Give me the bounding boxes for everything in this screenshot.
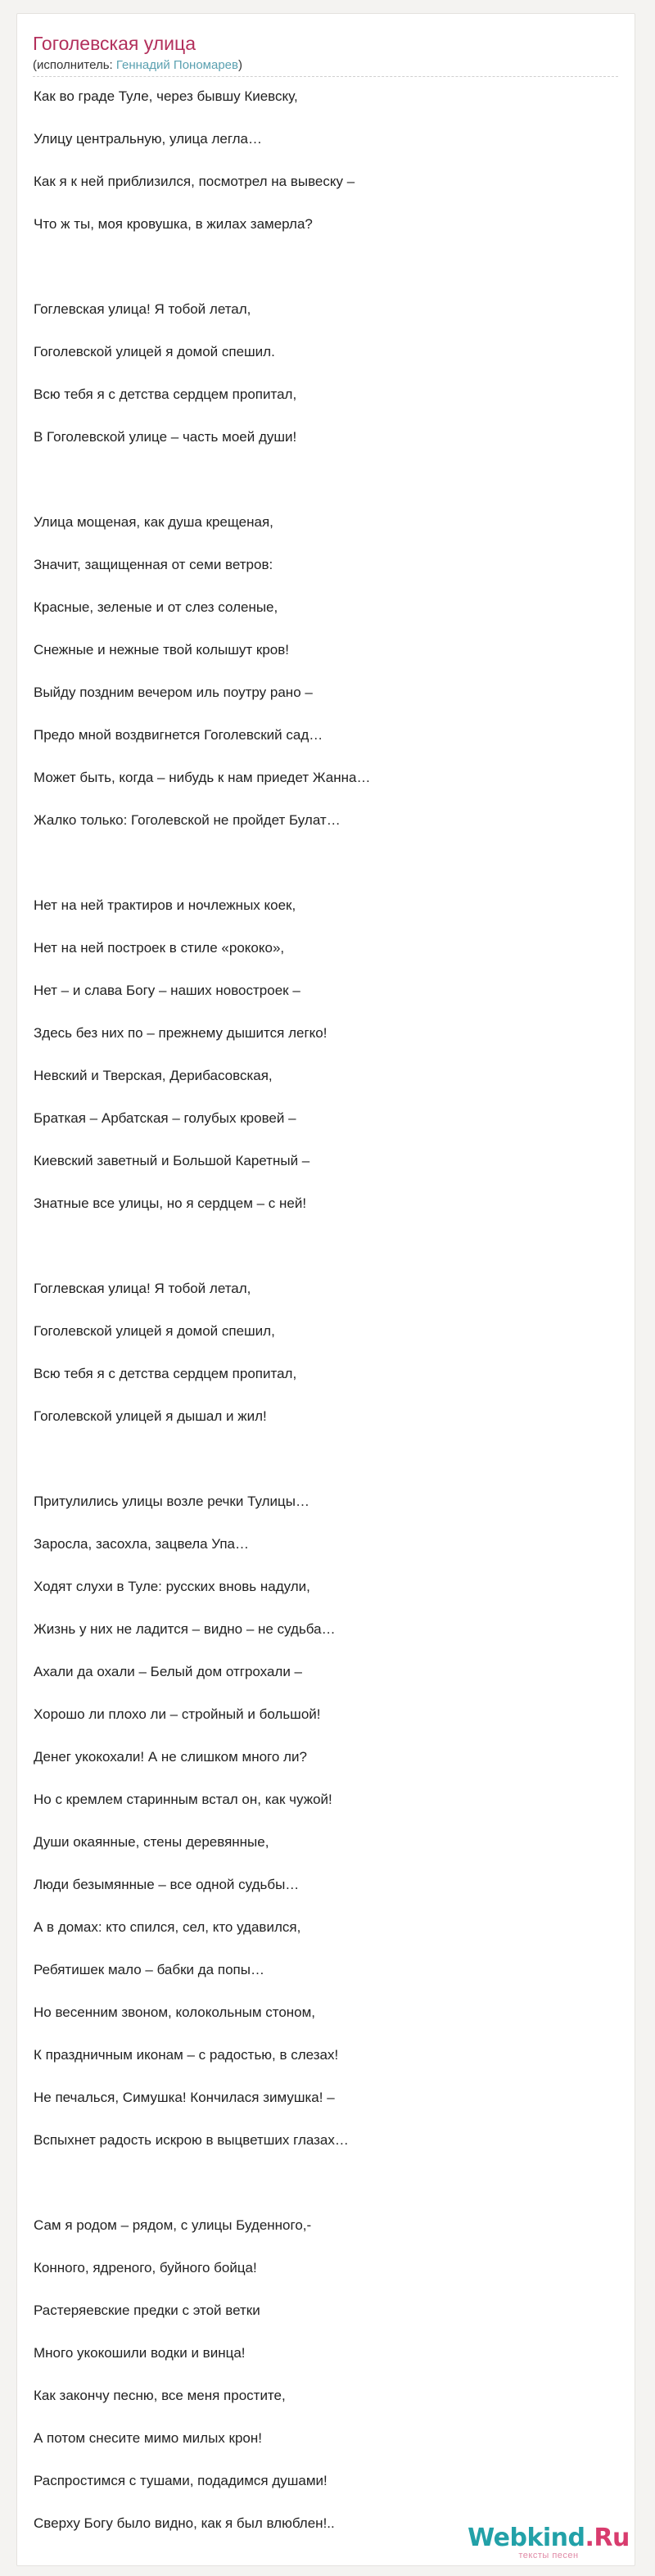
- lyric-line: Ходят слухи в Туле: русских вновь надули,: [34, 1579, 310, 1594]
- lyric-line: Киевский заветный и Большой Каретный –: [34, 1153, 310, 1168]
- lyric-line: Не печалься, Симушка! Кончилася зимушка! –: [34, 2090, 335, 2105]
- lyric-line: Ребятишек мало – бабки да попы…: [34, 1962, 264, 1977]
- lyric-line: Гоголевской улицей я домой спешил,: [34, 1323, 275, 1339]
- lyric-line: Знатные все улицы, но я сердцем – с ней!: [34, 1195, 307, 1211]
- lyric-line: Заросла, засохла, зацвела Упа…: [34, 1536, 249, 1552]
- performer-line: [33, 57, 618, 74]
- lyric-line: Браткая – Арбатская – голубых кровей –: [34, 1110, 296, 1126]
- lyric-line: Улицу центральную, улица легла…: [34, 131, 263, 147]
- lyric-line: Выйду поздним вечером иль поутру рано –: [34, 685, 313, 700]
- lyric-line: Как во граде Туле, через бывшу Киевску,: [34, 88, 298, 104]
- logo-dot: .: [585, 2524, 594, 2552]
- lyric-line: Как я к ней приблизился, посмотрел на вывеску –: [34, 174, 355, 189]
- logo-wordmark: [467, 2524, 630, 2552]
- lyric-line: Денег укокохали! А не слишком много ли?: [34, 1749, 307, 1765]
- lyric-line: Жалко только: Гоголевской не пройдет Булат…: [34, 812, 341, 828]
- lyric-line: А в домах: кто спился, сел, кто удавился,: [34, 1919, 301, 1935]
- lyric-line: Притулились улицы возле речки Тулицы…: [34, 1494, 309, 1509]
- lyric-line: Предо мной воздвигнется Гоголевский сад…: [34, 727, 323, 743]
- lyric-line: Нет на ней трактиров и ночлежных коек,: [34, 897, 296, 913]
- performer-link[interactable]: Геннадий Пономарев: [115, 58, 238, 72]
- logo-kind: kind: [526, 2524, 585, 2552]
- lyric-line: Жизнь у них не ладится – видно – не судьба…: [34, 1621, 336, 1637]
- lyric-line: Гоголевской улицей я домой спешил.: [34, 344, 275, 359]
- lyric-line: Улица мощеная, как душа крещеная,: [34, 514, 273, 530]
- lyric-line: Гоголевской улицей я дышал и жил!: [34, 1408, 267, 1424]
- lyric-line: Невский и Тверская, Дерибасовская,: [34, 1068, 273, 1083]
- song-title: Гоголевская улица: [33, 33, 196, 54]
- stanza-break: [34, 255, 618, 298]
- performer-suffix: ): [237, 58, 242, 72]
- performer-prefix: (исполнитель:: [33, 58, 116, 72]
- stanza-break: [34, 468, 618, 511]
- lyric-line: Гоглевская улица! Я тобой летал,: [34, 301, 251, 317]
- stanza-break: [34, 852, 618, 894]
- lyric-line: Сам я родом – рядом, с улицы Буденного,-: [34, 2217, 312, 2233]
- lyric-line: Конного, ядреного, буйного бойца!: [34, 2260, 257, 2275]
- logo-ru: Ru: [594, 2524, 630, 2552]
- lyric-line: Распростимся с тушами, подадимся душами!: [34, 2473, 328, 2488]
- stanza-break: [34, 2172, 618, 2214]
- lyric-line: Много укокошили водки и винца!: [34, 2345, 246, 2361]
- lyric-line: Нет на ней построек в стиле «рококо»,: [34, 940, 285, 956]
- lyric-line: А потом снесите мимо милых крон!: [34, 2430, 262, 2446]
- logo-tagline: тексты песен: [518, 2551, 579, 2560]
- lyric-line: Ахали да охали – Белый дом отгрохали –: [34, 1664, 303, 1679]
- lyric-line: Но с кремлем старинным встал он, как чужой!: [34, 1792, 332, 1807]
- lyric-line: Значит, защищенная от семи ветров:: [34, 557, 273, 572]
- song-header: [33, 31, 618, 74]
- lyric-line: Души окаянные, стены деревянные,: [34, 1834, 269, 1850]
- lyric-line: Красные, зеленые и от слез соленые,: [34, 599, 278, 615]
- webkind-logo[interactable]: [467, 2524, 630, 2560]
- lyric-line: Здесь без них по – прежнему дышится легко!: [34, 1025, 328, 1041]
- lyric-line: Может быть, когда – нибудь к нам приедет Жанна…: [34, 770, 371, 785]
- lyric-line: Что ж ты, моя кровушка, в жилах замерла?: [34, 216, 313, 232]
- lyric-line: Снежные и нежные твой колышут кров!: [34, 642, 290, 658]
- stanza-break: [34, 1448, 618, 1490]
- logo-web: Web: [468, 2524, 527, 2552]
- lyric-line: Люди безымянные – все одной судьбы…: [34, 1877, 300, 1892]
- lyric-line: Гоглевская улица! Я тобой летал,: [34, 1281, 251, 1296]
- lyric-line: Всю тебя я с детства сердцем пропитал,: [34, 1366, 297, 1381]
- lyric-line: Но весенним звоном, колокольным стоном,: [34, 2004, 316, 2020]
- lyric-line: В Гоголевской улице – часть моей души!: [34, 429, 297, 445]
- stanza-break: [34, 1235, 618, 1277]
- lyric-line: К праздничным иконам – с радостью, в слезах!: [34, 2047, 339, 2063]
- lyrics-text: [34, 85, 618, 2555]
- lyric-line: Вспыхнет радость искрою в выцветших глазах…: [34, 2132, 349, 2148]
- lyric-line: Нет – и слава Богу – наших новостроек –: [34, 983, 300, 998]
- lyric-line: Растеряевские предки с этой ветки: [34, 2303, 260, 2318]
- lyric-line: Сверху Богу было видно, как я был влюблен!..: [34, 2515, 335, 2531]
- lyric-line: Всю тебя я с детства сердцем пропитал,: [34, 386, 297, 402]
- lyric-line: Хорошо ли плохо ли – стройный и большой!: [34, 1706, 321, 1722]
- lyric-line: Как закончу песню, все меня простите,: [34, 2388, 286, 2403]
- header-divider: [33, 76, 618, 77]
